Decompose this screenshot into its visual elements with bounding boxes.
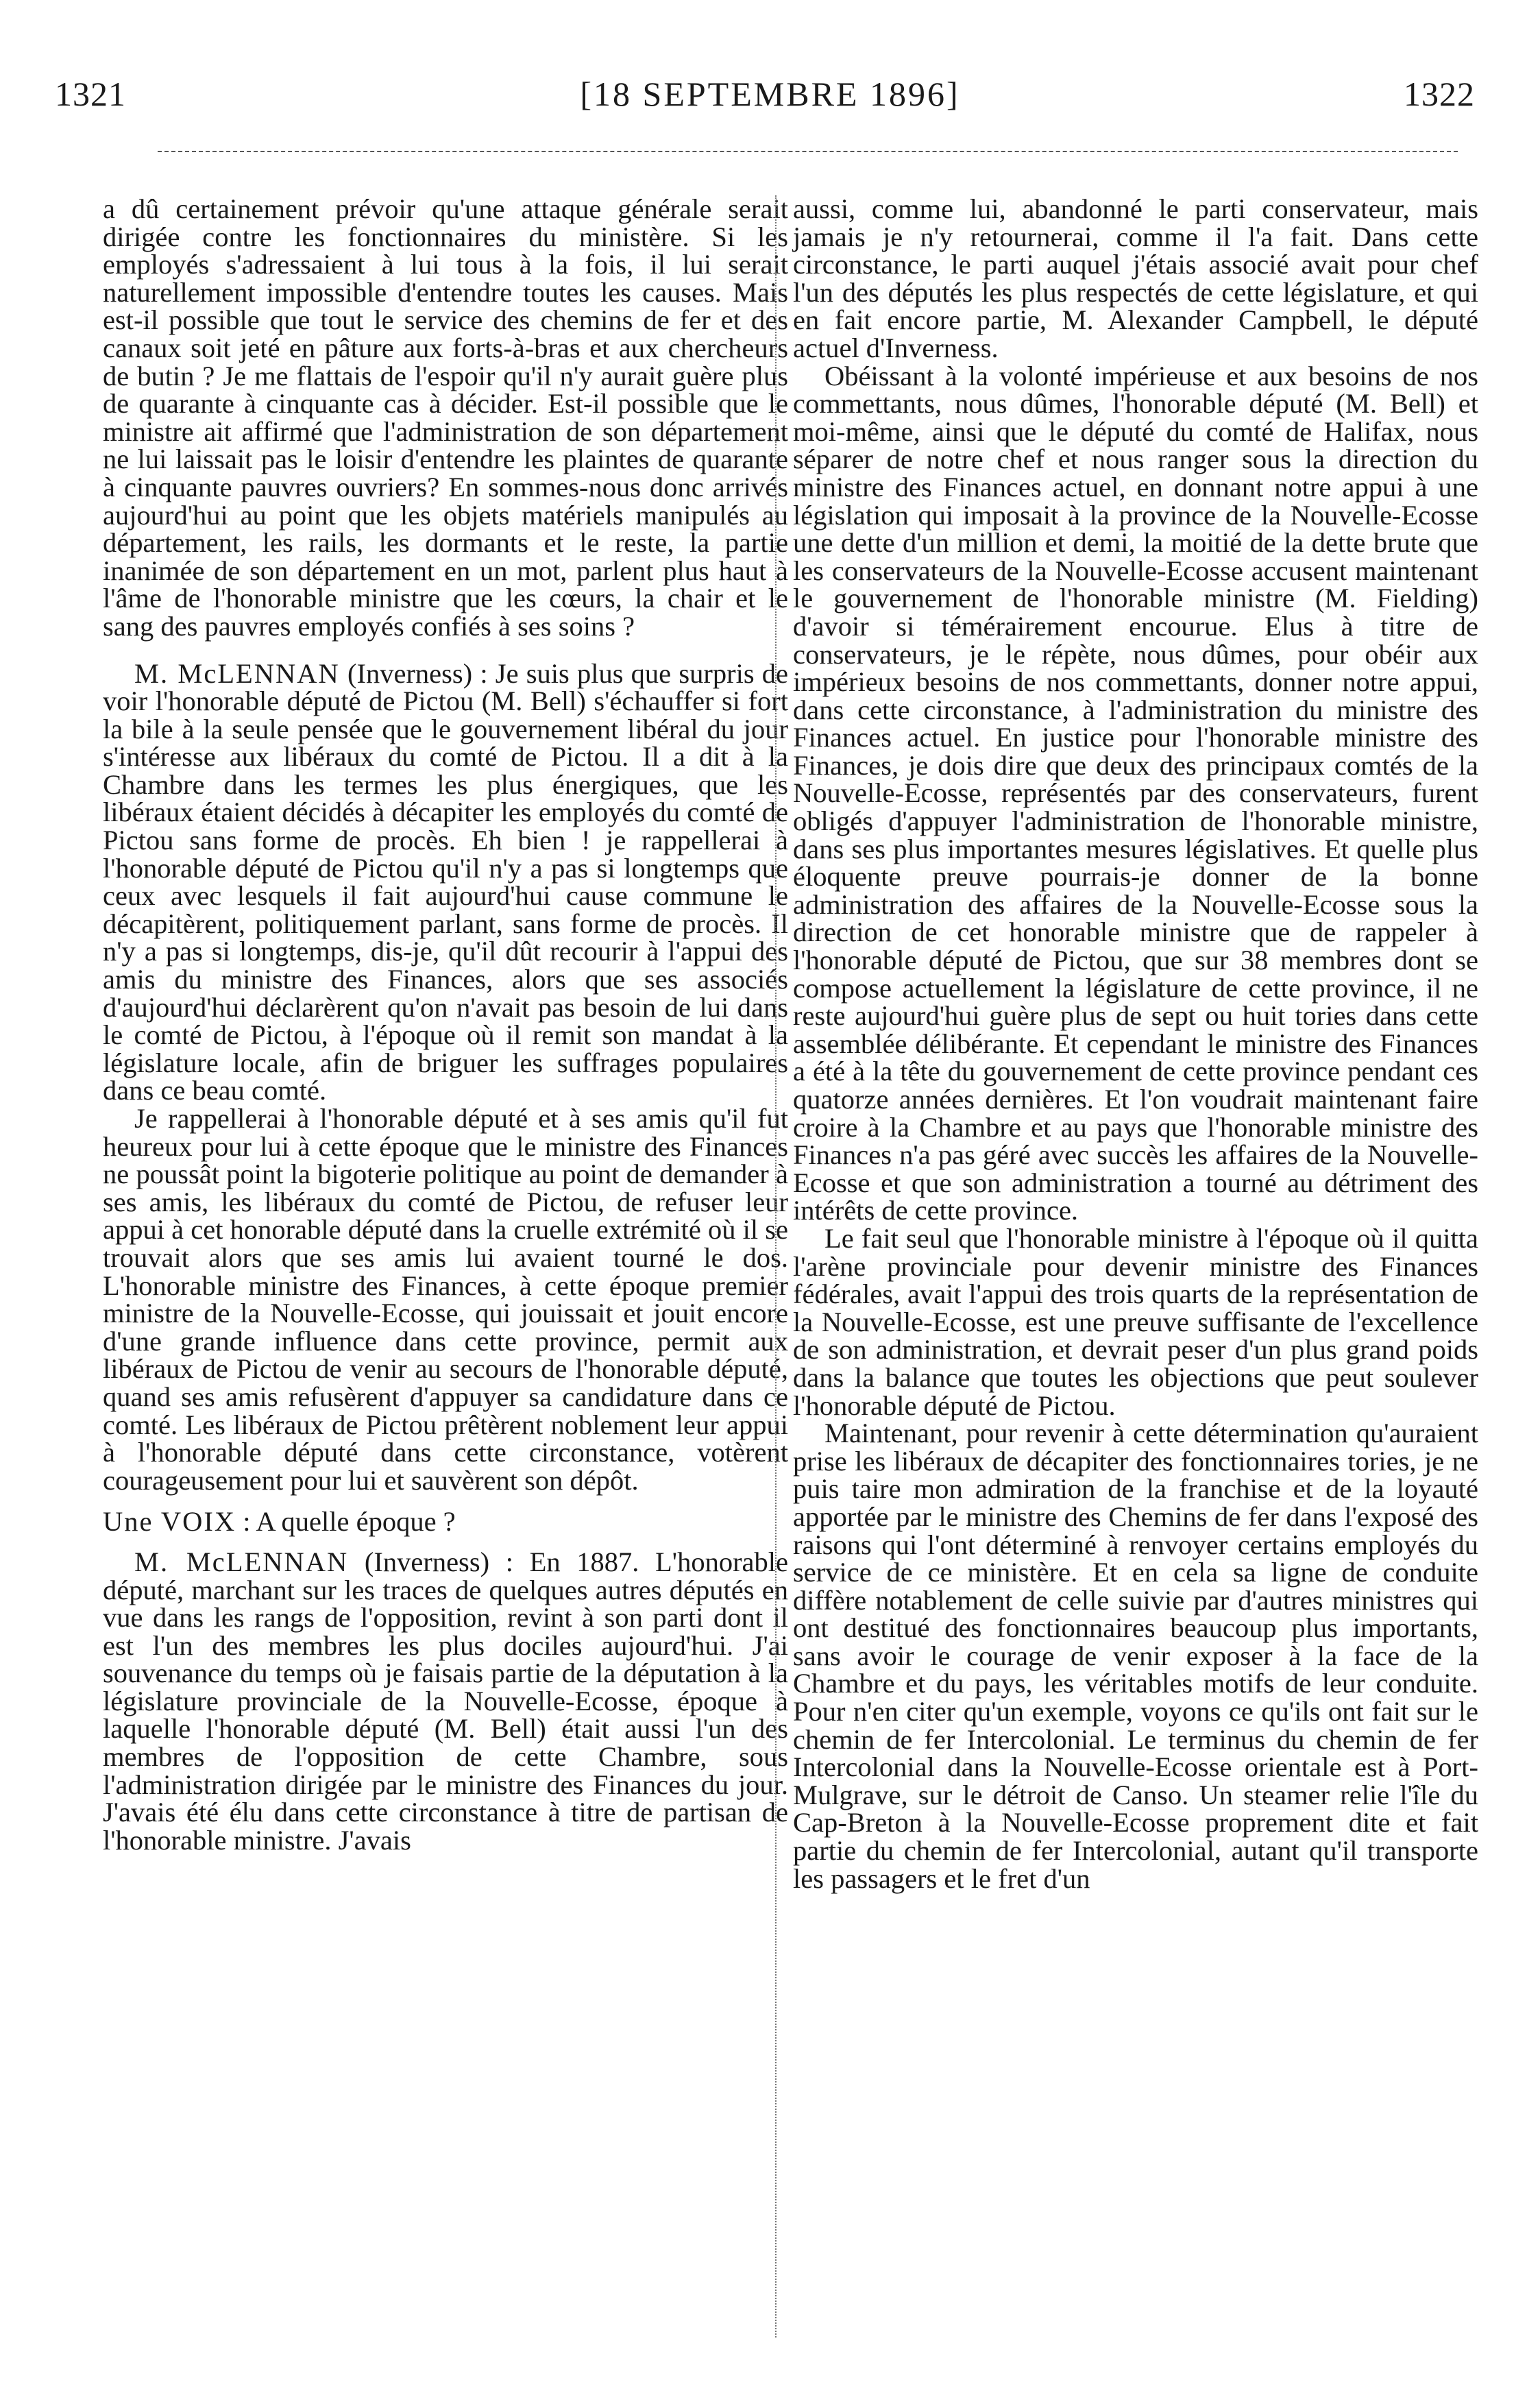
speech-text: (Inverness) : Je suis plus que surpris de voir l'honorable député de Pictou (M. Bell) s'échauffer si fort la bile à la seule pensée que le gouvernement libéral du jour s'intéresse aux libéraux du comté de Pictou. Il a dit à la Chambre dans les termes les plus énergiques, que les libéraux étaient décidés à décapiter les employés du comté de Pictou sans forme de procès. Eh bien ! je rappellerai à l'honorable député de Pictou qu'il n'y a pas si longtemps que ceux avec lesquels il fait aujourd'hui cause commune le décapitèrent, politiquement parlant, sans forme de procès. Il n'y a pas si longtemps, dis-je, qu'il dût recourir à l'appui des amis du ministre des Finances, alors que ses associés d'aujourd'hui déclarèrent qu'on n'avait pas besoin de lui dans le comté de Pictou, à l'époque où il remit son mandat à la législature locale, afin de briguer les suffrages populaires dans ce beau comté.: [103, 657, 788, 1106]
header-date: [18 SEPTEMBRE 1896]: [580, 75, 960, 113]
left-column: [103, 195, 788, 1854]
paragraph: Obéissant à la volonté impérieuse et aux besoins de nos commettants, nous dûmes, l'honorable député (M. Bell) et moi-même, ainsi que le député du comté de Halifax, nous séparer de notre chef et nous ranger sous la direction du ministre des Finances actuel, en donnant notre appui à une législation qui imposait à la province de la Nouvelle-Ecosse une dette d'un million et demi, la moitié de la dette brute que les conservateurs de la Nouvelle-Ecosse accusent maintenant le gouvernement de l'honorable ministre (M. Fielding) d'avoir si témérairement encourue. Elus à titre de conservateurs, je le répète, nous dûmes, pour obéir aux impérieux besoins de nos commettants, donner notre appui, dans cette circonstance, à l'administration du ministre des Finances actuel. En justice pour l'honorable ministre des Finances, je dois dire que deux des principaux comtés de la Nouvelle-Ecosse, représentés par des conservateurs, furent obligés d'appuyer l'administration de l'honorable ministre, dans ses plus importantes mesures législatives. Et quelle plus éloquente preuve pourrais-je donner de la bonne administration des affaires de la Nouvelle-Ecosse sous la direction de cet honorable ministre que de rappeler à l'honorable député de Pictou, que sur 38 membres dont se compose actuellement la législature de cette province, il ne reste aujourd'hui guère plus de sept ou huit tories dans cette assemblée délibérante. Et cependant le ministre des Finances a été à la tête du gouvernement de cette province pendant ces quatorze années dernières. Et l'on voudrait maintenant faire croire à la Chambre et au pays que l'honorable ministre des Finances n'a pas géré avec succès les affaires de la Nouvelle-Ecosse et que son administration a tourné au détriment des intérêts de cette province.: [793, 360, 1478, 1226]
interjection: [103, 1508, 788, 1536]
header-rule: [158, 151, 1458, 152]
speech-paragraph: [103, 1546, 789, 1856]
paragraph: Maintenant, pour revenir à cette détermination qu'auraient prise les libéraux de décapiter des fonctionnaires tories, je ne puis taire mon admiration de la franchise et de la loyauté apportée par le ministre des Chemins de fer dans l'exposé des raisons qui l'ont déterminé à renvoyer certains employés du service de ce ministère. Et en cela sa ligne de conduite diffère notablement de celle suivie par d'autres ministres qui ont destitué des fonctionnaires beaucoup plus importants, sans avoir le courage de venir exposer à la face de la Chambre et du pays, les véritables motifs de leur conduite. Pour n'en citer qu'un exemple, voyons ce qu'ils ont fait sur le chemin de fer Intercolonial. Le terminus du chemin de fer Intercolonial dans la Nouvelle-Ecosse orientale est à Port-Mulgrave, sur le détroit de Canso. Un steamer relie l'île du Cap-Breton à la Nouvelle-Ecosse proprement dite et fait partie du chemin de fer Intercolonial, autant qu'il transporte les passagers et le fret d'un: [793, 1418, 1478, 1894]
page-number-right: 1322: [1404, 75, 1475, 113]
speech-paragraph: [103, 657, 788, 1106]
paragraph: Je rappellerai à l'honorable député et à ses amis qu'il fut heureux pour lui à cette époque que le ministre des Finances ne poussât point la bigoterie politique au point de demander à ses amis, les libéraux du comté de Pictou, de refuser leur appui à cet honorable député dans la cruelle extrémité où il se trouvait alors que ses amis lui avaient tourné le dos. L'honorable ministre des Finances, à cette époque premier ministre de la Nouvelle-Ecosse, qui jouissait et jouit encore d'une grande influence dans cette province, permit aux libéraux de Pictou de venir au secours de l'honorable député, quand ses amis refusèrent d'appuyer sa candidature dans ce comté. Les libéraux de Pictou prêtèrent noblement leur appui à l'honorable député dans cette circonstance, votèrent courageusement pour lui et sauvèrent son dépôt.: [103, 1103, 788, 1496]
page-header: [0, 0, 1540, 130]
paragraph: a dû certainement prévoir qu'une attaque générale serait dirigée contre les fonctionnaires du ministère. Si les employés s'adressaient à lui tous à la fois, il lui serait naturellement impossible d'entendre toutes les causes. Mais est-il possible que tout le service des chemins de fer et des canaux soit jeté en pâture aux forts-à-bras et aux chercheurs de butin ? Je me flattais de l'espoir qu'il n'y aurait guère plus de quarante à cinquante cas à décider. Est-il possible que le ministre ait affirmé que l'administration de son département ne lui laissait pas le loisir d'entendre les plaintes de quarante à cinquante pauvres ouvriers? En sommes-nous donc arrivés aujourd'hui au point que les objets matériels manipulés au département, les rails, les dormants et le reste, la partie inanimée de son département en un mot, parlent plus haut à l'âme de l'honorable ministre que les cœurs, la chair et le sang des pauvres employés confiés à ses soins ?: [103, 193, 788, 642]
column-divider: [775, 195, 777, 2338]
speaker-name: M. McLENNAN: [134, 1546, 349, 1577]
paragraph: aussi, comme lui, abandonné le parti conservateur, mais jamais je n'y retournerai, comme il l'a fait. Dans cette circonstance, le parti auquel j'étais associé avait pour chef l'un des députés les plus respectés de cette législature, et qui en fait encore partie, M. Alexander Campbell, le député actuel d'Inverness.: [793, 193, 1478, 363]
speech-text: (Inverness) : En 1887. L'honorable député, marchant sur les traces de quelques autres députés en vue dans les rangs de l'opposition, revint à son parti dont il est l'un des membres les plus dociles aujourd'hui. J'ai souvenance du temps où je faisais partie de la députation à la législature provinciale de la Nouvelle-Ecosse, époque à laquelle l'honorable député (M. Bell) était aussi l'un des membres de l'opposition de cette Chambre, sous l'administration dirigée par le ministre des Finances du jour. J'avais été élu dans cette circonstance à titre de partisan de l'honorable ministre. J'avais: [103, 1546, 789, 1856]
paragraph: Le fait seul que l'honorable ministre à l'époque où il quitta l'arène provinciale pour devenir ministre des Finances fédérales, avait l'appui des trois quarts de la représentation de la Nouvelle-Ecosse, est une preuve suffisante de l'excellence de son administration, et devrait peser d'un plus grand poids dans la balance que toutes les objections que peut soulever l'honorable député de Pictou.: [793, 1222, 1478, 1421]
speaker-name: M. McLENNAN: [134, 657, 340, 689]
interjection-label: Une VOIX: [103, 1506, 236, 1538]
interjection-text: : A quelle époque ?: [236, 1506, 456, 1538]
right-column: [793, 195, 1478, 1893]
page-number-left: 1321: [55, 75, 126, 113]
